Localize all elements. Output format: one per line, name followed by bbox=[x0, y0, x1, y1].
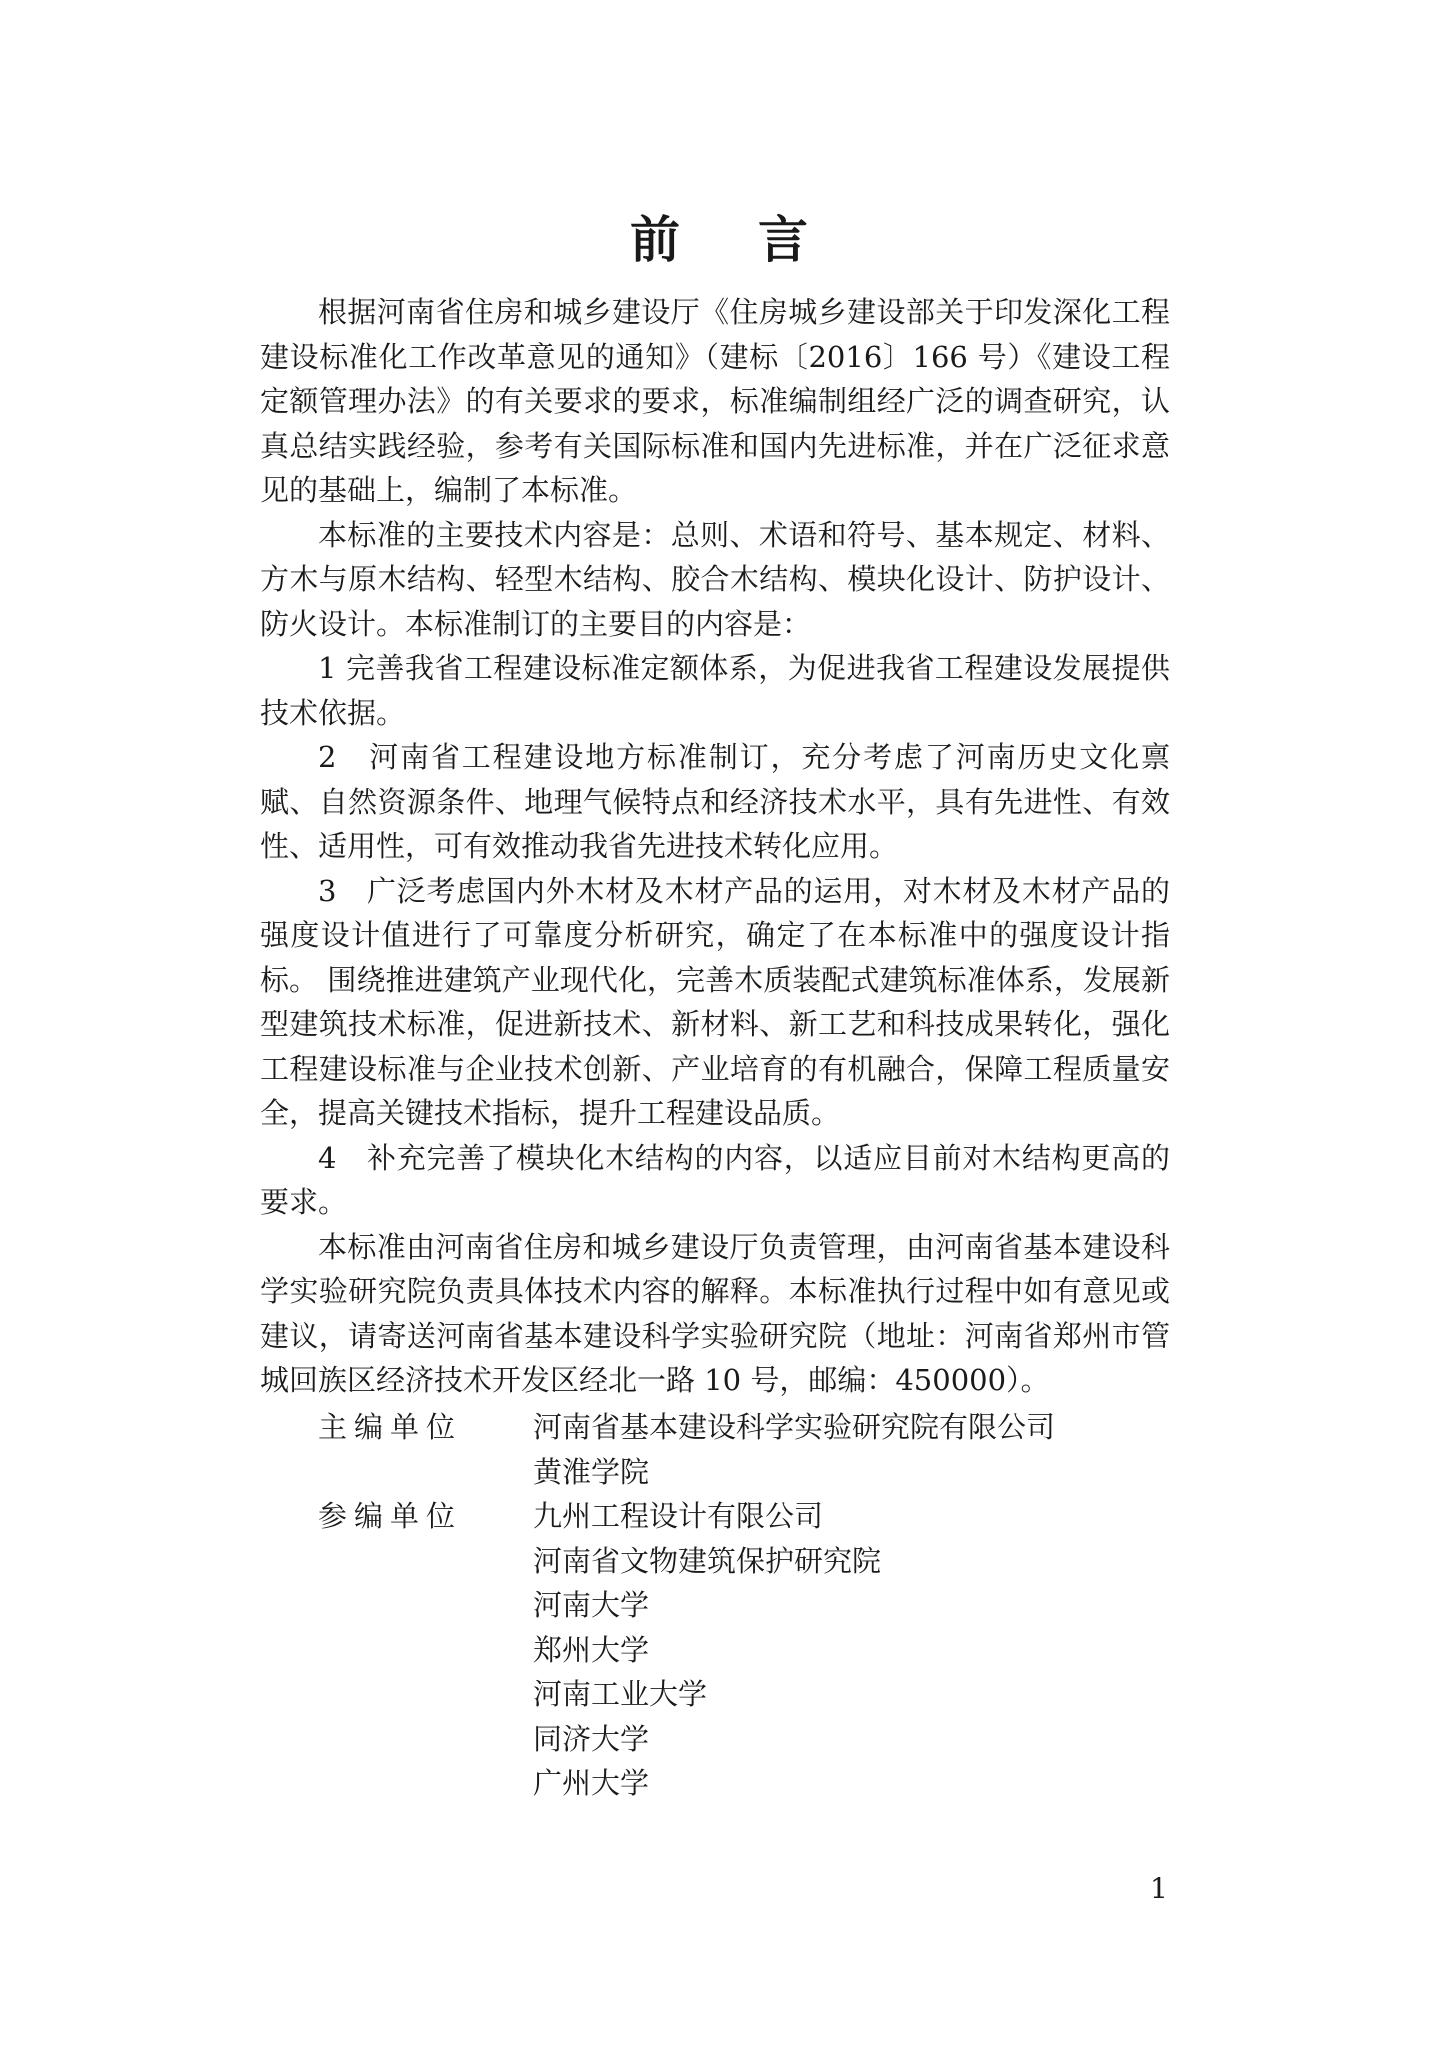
participant-unit: 河南省文物建筑保护研究院 bbox=[533, 1543, 882, 1578]
paragraph-purpose-1: 1 完善我省工程建设标准定额体系，为促进我省工程建设发展提供技术依据。 bbox=[260, 651, 1170, 730]
paragraph-management: 本标准由河南省住房和城乡建设厅负责管理，由河南省基本建设科学实验研究院负责具体技术内容的解释。本标准执行过程中如有意见或建议，请寄送河南省基本建设科学实验研究院（地址：河南省郑州市管城回族区经济技术开发区经北一路 10 号，邮编：450000）。 bbox=[260, 1229, 1170, 1397]
paragraph-main-content: 本标准的主要技术内容是：总则、术语和符号、基本规定、材料、方木与原木结构、轻型木结构、胶合木结构、模块化设计、防护设计、防火设计。本标准制订的主要目的内容是： bbox=[260, 517, 1170, 641]
chief-editor-label: 主编单位 bbox=[318, 1410, 463, 1444]
list-item bbox=[318, 1539, 1055, 1584]
paragraph-purpose-4: 4 补充完善了模块化木结构的内容，以适应目前对木结构更高的要求。 bbox=[260, 1140, 1170, 1219]
organizations-list bbox=[318, 1405, 1055, 1806]
page-number: 1 bbox=[1150, 1872, 1168, 1905]
chief-editor-unit: 河南省基本建设科学实验研究院有限公司 bbox=[533, 1410, 1056, 1444]
participant-unit: 河南工业大学 bbox=[533, 1677, 708, 1711]
chief-editor-unit: 黄淮学院 bbox=[533, 1454, 650, 1489]
participant-unit: 广州大学 bbox=[533, 1766, 650, 1800]
participant-unit: 河南大学 bbox=[533, 1588, 650, 1622]
list-item bbox=[318, 1628, 1055, 1673]
paragraph-purpose-3: 3 广泛考虑国内外木材及木材产品的运用，对木材及木材产品的强度设计值进行了可靠度分析研究，确定了在本标准中的强度设计指标。 围绕推进建筑产业现代化，完善木质装配式建筑标准体系，发展新型建筑技术标准，促进新技术、新材料、新工艺和科技成果转化，强化工程建设标准与企业技术创新、产业培育的有机融合，保障工程质量安全，提高关键技术指标，提升工程建设品质。 bbox=[260, 873, 1170, 1130]
list-item bbox=[318, 1405, 1055, 1450]
participant-label: 参编单位 bbox=[318, 1499, 463, 1533]
list-item bbox=[318, 1450, 1055, 1495]
list-item bbox=[318, 1672, 1055, 1717]
page-title bbox=[0, 200, 1438, 272]
paragraph-basis: 根据河南省住房和城乡建设厅《住房城乡建设部关于印发深化工程建设标准化工作改革意见的通知》（建标〔2016〕166 号）《建设工程定额管理办法》的有关要求的要求，标准编制组经广泛的调查研究，认真总结实践经验，参考有关国际标准和国内先进标准，并在广泛征求意见的基础上，编制了本标准。 bbox=[260, 295, 1170, 507]
participant-unit: 九州工程设计有限公司 bbox=[533, 1499, 824, 1533]
list-item bbox=[318, 1583, 1055, 1628]
title-part-2: 言 bbox=[758, 210, 808, 269]
list-item bbox=[318, 1717, 1055, 1762]
title-part-1: 前 bbox=[630, 210, 680, 269]
list-item bbox=[318, 1761, 1055, 1806]
list-item bbox=[318, 1494, 1055, 1539]
preface-body bbox=[260, 290, 1170, 1403]
participant-unit: 郑州大学 bbox=[533, 1632, 650, 1667]
paragraph-purpose-2: 2 河南省工程建设地方标准制订，充分考虑了河南历史文化禀赋、自然资源条件、地理气候特点和经济技术水平，具有先进性、有效性、适用性，可有效推动我省先进技术转化应用。 bbox=[260, 740, 1170, 863]
participant-unit: 同济大学 bbox=[533, 1721, 650, 1756]
